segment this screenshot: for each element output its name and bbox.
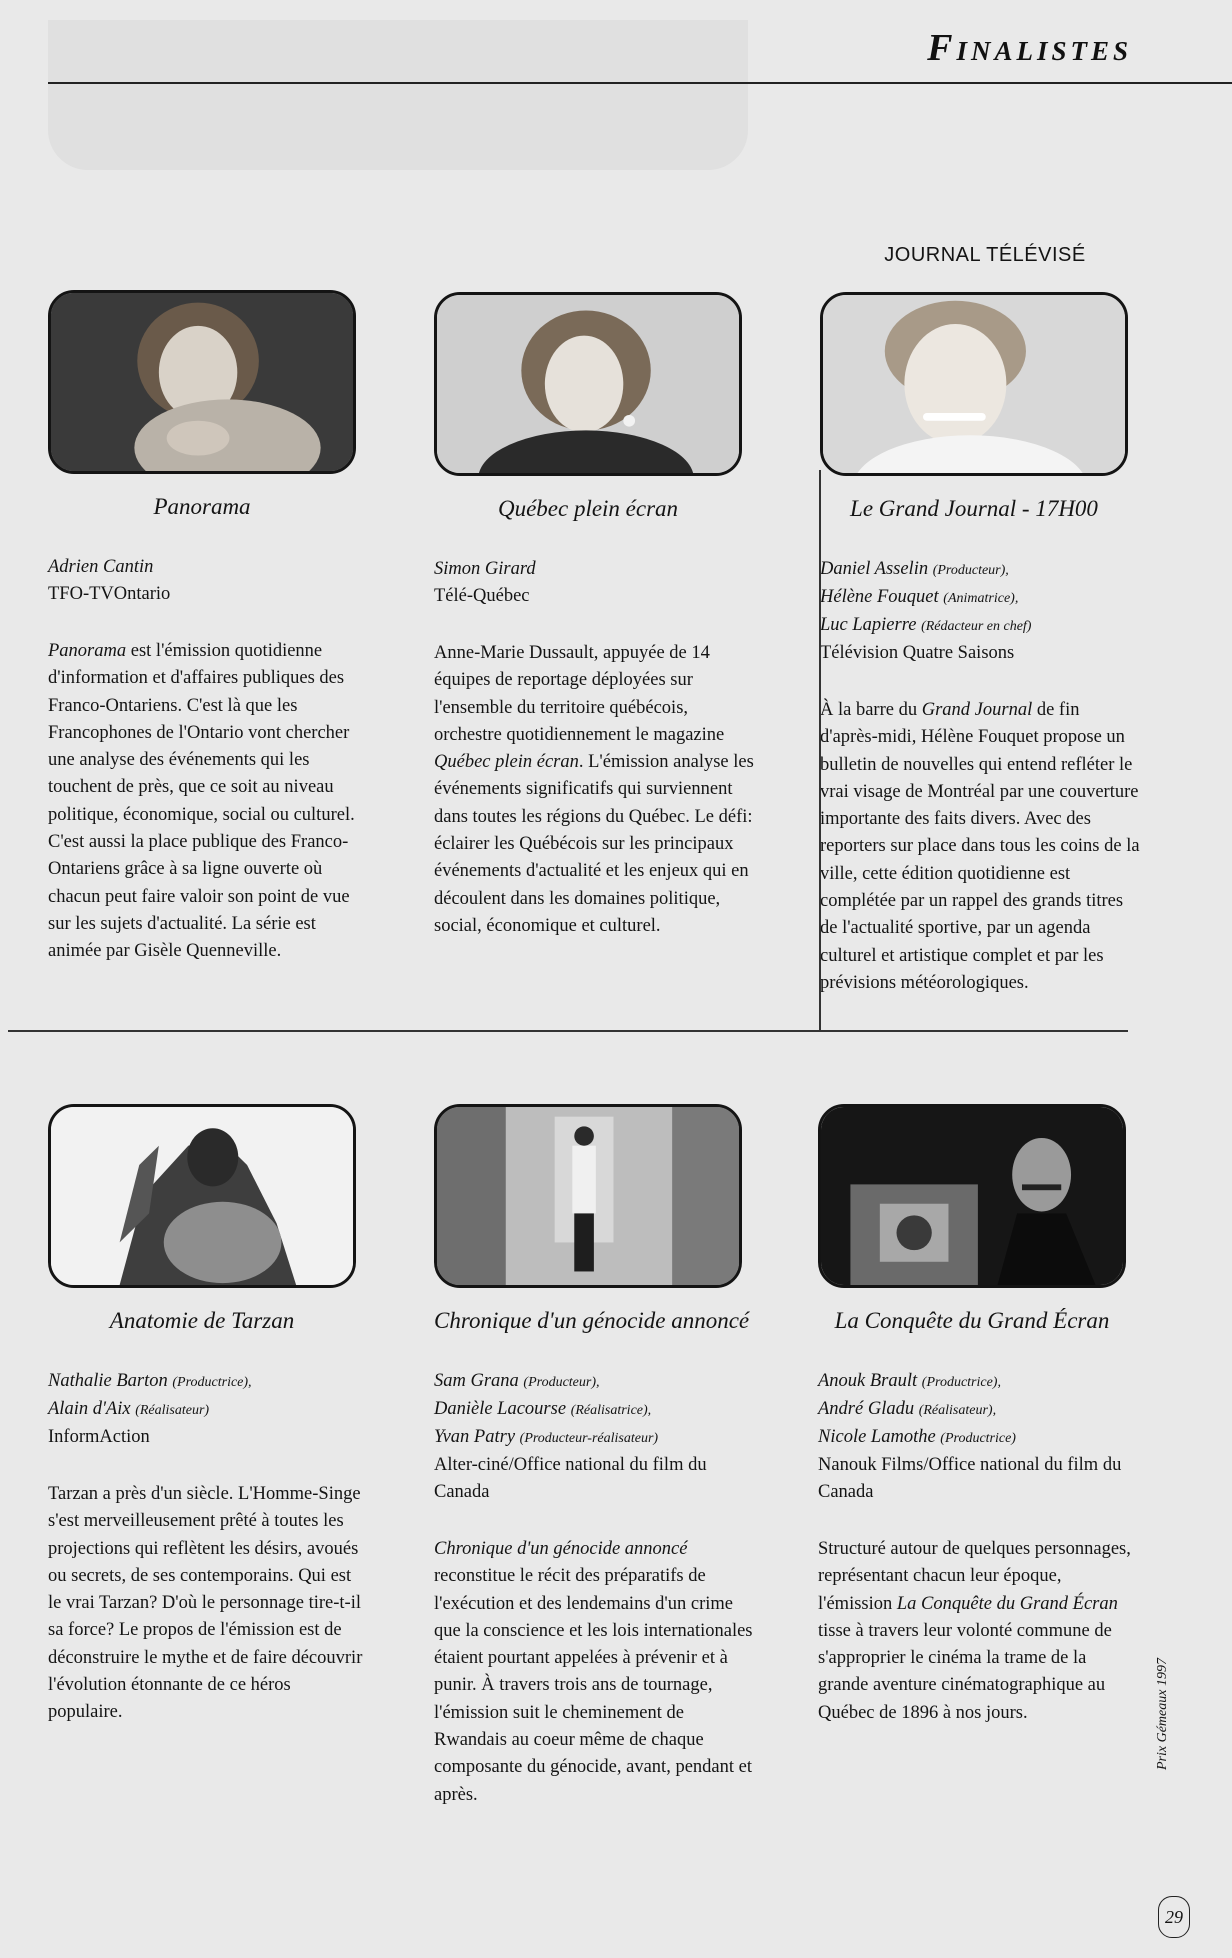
category-label: JOURNAL TÉLÉVISÉ — [884, 244, 1086, 266]
credit-role: (Productrice), — [921, 1375, 1001, 1390]
credit-role: (Animatrice), — [943, 591, 1019, 606]
desc-italic: Grand Journal — [921, 700, 1033, 720]
desc-text: tisse à travers leur volonté commune de s'approprier le cinéma la trame de la grande aventure cinématographique au Québec de 1896 à nos jours. — [818, 1620, 1112, 1723]
desc-italic: Québec plein écran — [434, 752, 579, 773]
desc-text: est l'émission quotidienne d'information et d'affaires publiques des Franco-Ontariens. C'est là que les Francophones de l'Ontario vont chercher une analyse des événements qui les touchent de près, que ce soit au niveau politique, économique, social ou culturel. C'est aussi la place publique des Franco-Ontariens grâce à sa ligne ouverte où chacun peut faire valoir son point de vue sur les sujets d'actualité. La série est animée par Gisèle Quenneville. — [48, 641, 355, 962]
page-number: 29 — [1158, 1896, 1190, 1938]
credit-role: (Productrice), — [172, 1375, 252, 1390]
credit-person: Yvan Patry — [434, 1427, 516, 1447]
ghost-heading-bleed — [48, 20, 748, 170]
credit-role: (Producteur), — [523, 1375, 600, 1390]
credits — [434, 556, 754, 610]
desc-italic: La Conquête du Grand Écran — [896, 1593, 1118, 1614]
desc-italic: Panorama — [48, 641, 127, 661]
description — [48, 1481, 368, 1727]
desc-text: de fin d'après-midi, Hélène Fouquet propose un bulletin de nouvelles qui entend refléter le vrai visage de Montréal par une couverture importante des faits divers. Avec des reporters sur place dans tous les coins de la ville, cette édition quotidienne est complétée par un rappel des grands titres de l'actualité sportive, par un agenda culturel et artistique complet et par les prévisions météorologiques. — [820, 700, 1140, 993]
photo-chronique-dun-genocide — [434, 1104, 742, 1288]
top-rule — [48, 82, 1232, 84]
description — [818, 1536, 1138, 1727]
credit-person: Danièle Lacourse — [434, 1399, 567, 1419]
desc-pre: À la barre du — [820, 700, 922, 720]
entry-title: Chronique d'un génocide annoncé — [434, 1308, 750, 1333]
desc-italic: Chronique d'un génocide annoncé — [434, 1539, 688, 1559]
entry-panorama — [48, 290, 368, 966]
photo-la-conquete-du-grand-ecran — [818, 1104, 1126, 1288]
entry-quebec-plein-ecran — [434, 292, 754, 940]
folio-text: Prix Gémeaux 1997 — [1155, 1658, 1170, 1770]
company: Télé-Québec — [434, 586, 530, 606]
photo-panorama — [48, 290, 356, 474]
credit-person: Sam Grana — [434, 1371, 519, 1391]
section-title: Finalistes — [927, 27, 1132, 69]
row-divider — [8, 1030, 1128, 1032]
description — [434, 640, 754, 940]
credits — [48, 554, 368, 608]
company: TFO-TVOntario — [48, 584, 171, 604]
entry-le-grand-journal — [820, 292, 1140, 997]
description — [48, 638, 368, 966]
credit-person: Simon Girard — [434, 559, 536, 579]
credit-role: (Réalisateur), — [918, 1403, 997, 1418]
entry-title: Panorama — [153, 494, 251, 519]
desc-pre: Anne-Marie Dussault, appuyée de 14 équipes de reportage déployées sur l'ensemble du territoire québécois, orchestre quotidiennement le magazine — [434, 643, 725, 745]
credits — [434, 1368, 754, 1506]
entry-title: La Conquête du Grand Écran — [834, 1308, 1110, 1333]
entry-title: Québec plein écran — [497, 496, 679, 521]
description — [434, 1536, 754, 1809]
entry-title: Le Grand Journal - 17H00 — [850, 496, 1098, 521]
credit-role: (Producteur-réalisateur) — [519, 1431, 659, 1446]
credit-person: Anouk Brault — [818, 1371, 918, 1391]
credits — [818, 1368, 1138, 1506]
credit-person: Luc Lapierre — [820, 615, 917, 635]
credit-person: Nathalie Barton — [48, 1371, 168, 1391]
credit-role: (Producteur), — [932, 563, 1009, 578]
entry-la-conquete-du-grand-ecran — [818, 1104, 1138, 1727]
credit-person: André Gladu — [818, 1399, 915, 1419]
company: Télévision Quatre Saisons — [820, 643, 1015, 663]
credit-person: Adrien Cantin — [48, 557, 154, 577]
credit-role: (Productrice) — [940, 1431, 1016, 1446]
credit-role: (Rédacteur en chef) — [921, 619, 1032, 634]
credits — [820, 556, 1140, 667]
description — [820, 697, 1140, 997]
desc-text: . L'émission analyse les événements significatifs qui surviennent dans toutes les régions du Québec. Le défi: éclairer les Québécois sur les principaux événements d'actualité et les enjeux qui en découlent dans les domaines politique, social, économique et culturel. — [434, 752, 754, 936]
desc-text: Tarzan a près d'un siècle. L'Homme-Singe s'est merveilleusement prêté à toutes les projections qui reflètent les désirs, avoués ou secrets, de ses contemporains. Qui est le vrai Tarzan? D'où le personnage tire-t-il sa force? Le propos de l'émission est de déconstruire le mythe et de faire découvrir l'évolution étonnante de ce héros populaire. — [48, 1484, 363, 1723]
credit-person: Daniel Asselin — [820, 559, 929, 579]
credit-role: (Réalisateur) — [135, 1403, 210, 1418]
entry-anatomie-de-tarzan — [48, 1104, 368, 1727]
entry-chronique-dun-genocide — [434, 1104, 754, 1809]
photo-quebec-plein-ecran — [434, 292, 742, 476]
desc-text: reconstitue le récit des préparatifs de l'exécution et des lendemains d'un crime que la conscience et les lois internationales étaient pourtant appelées à prévenir et à punir. À travers trois ans de tournage, l'émission suit le cheminement de Rwandais au coeur même de chaque composante du génocide, avant, pendant et après. — [434, 1566, 753, 1805]
entry-title: Anatomie de Tarzan — [109, 1308, 295, 1333]
company: Nanouk Films/Office national du film du Canada — [818, 1455, 1122, 1502]
desc-pre: Structuré autour de quelques personnages, représentant chacun leur époque, l'émission — [818, 1539, 1131, 1614]
photo-le-grand-journal — [820, 292, 1128, 476]
credit-person: Hélène Fouquet — [820, 587, 939, 607]
column-divider — [819, 470, 821, 1030]
credit-person: Nicole Lamothe — [818, 1427, 936, 1447]
company: InformAction — [48, 1427, 150, 1447]
credits — [48, 1368, 368, 1451]
company: Alter-ciné/Office national du film du Canada — [434, 1455, 707, 1502]
credit-person: Alain d'Aix — [48, 1399, 131, 1419]
photo-anatomie-de-tarzan — [48, 1104, 356, 1288]
credit-role: (Réalisatrice), — [570, 1403, 652, 1418]
